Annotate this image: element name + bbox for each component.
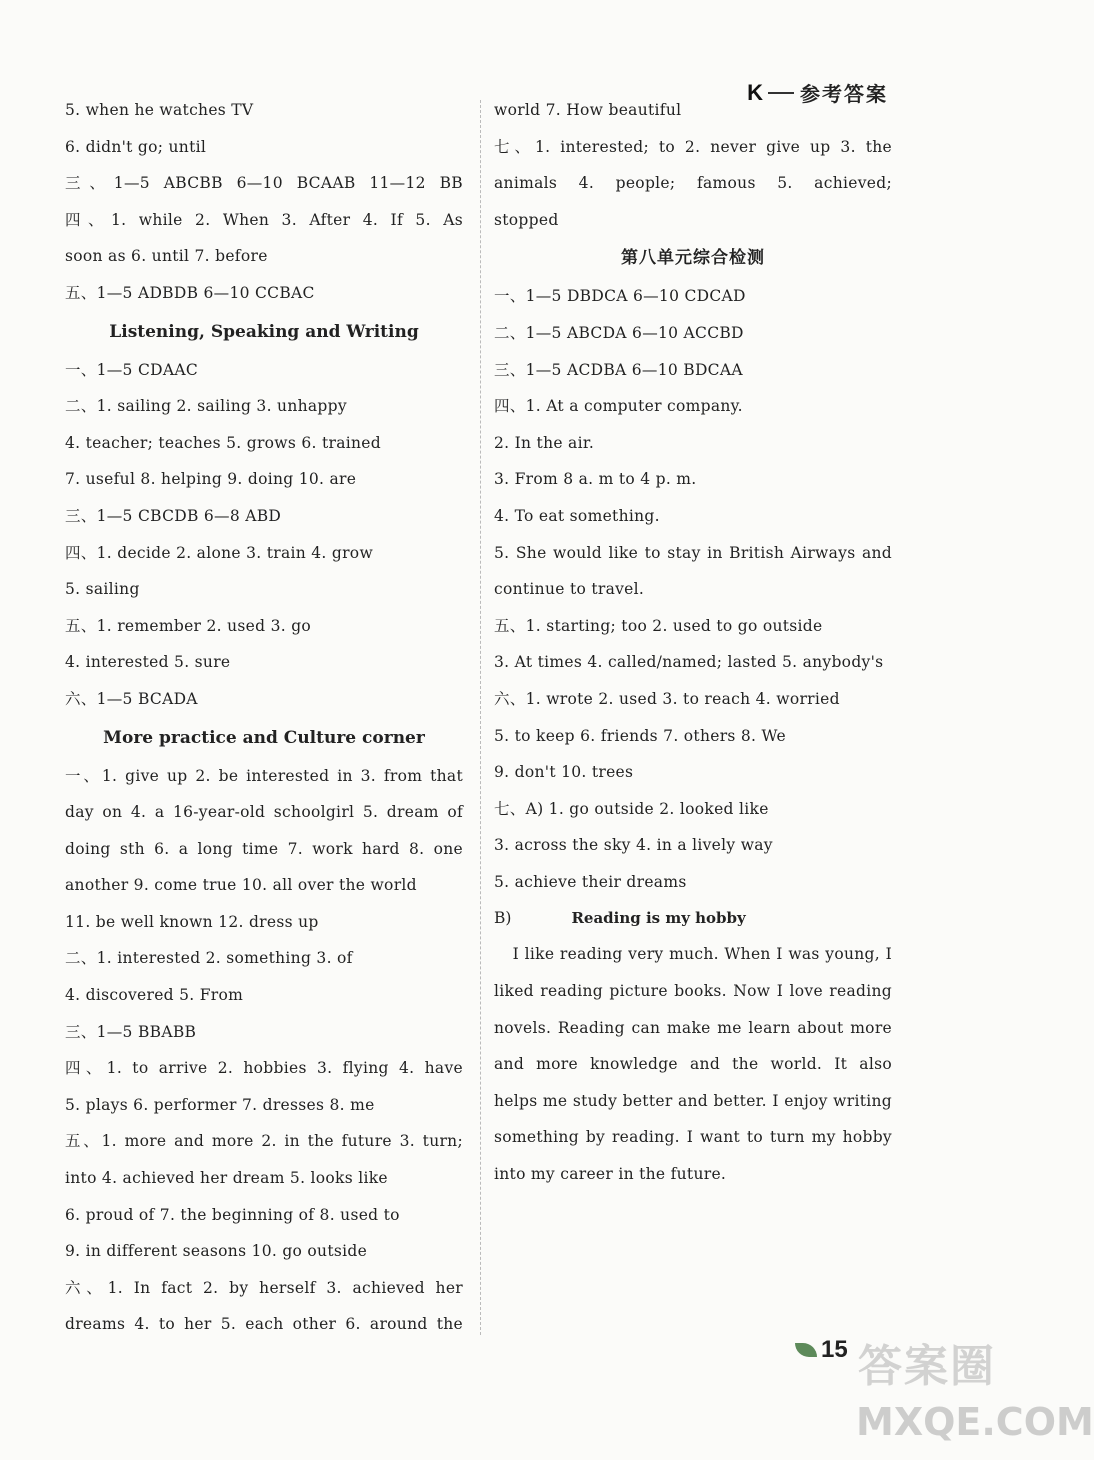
answer-line: 六、1. In fact 2. by herself 3. achieved her [65,1278,463,1297]
answer-line: world 7. How beautiful [494,101,682,119]
answer-line: 二、1. interested 2. something 3. of [65,949,353,968]
answer-line: day on 4. a 16-year-old schoolgirl 5. dream of [65,803,463,822]
answer-line: 五、1. starting; too 2. used to go outside [494,616,823,635]
answer-line: doing sth 6. a long time 7. work hard 8. one [65,839,463,858]
answer-line: 三、1—5 CBCDB 6—8 ABD [65,506,282,525]
answer-line: 二、1—5 ABCDA 6—10 ACCBD [494,323,744,342]
answer-line: 一、1—5 CDAAC [65,360,198,379]
answer-line: 9. in different seasons 10. go outside [65,1242,368,1261]
answer-line: 5. achieve their dreams [494,872,687,891]
answer-line: 三、1—5 ACDBA 6—10 BDCAA [494,360,743,379]
answer-line: 2. In the air. [494,433,595,452]
page-number [795,1336,848,1364]
essay-title: Reading is my hobby [571,909,746,928]
answer-line: 5. sailing [65,580,140,599]
answer-line: 5. She would like to stay in British Airways and [494,543,892,562]
answer-line: 五、1—5 ADBDB 6—10 CCBAC [65,283,315,302]
answer-line: 4. discovered 5. From [65,986,244,1005]
answer-line: 七、A) 1. go outside 2. looked like [494,799,769,818]
answer-line: 一、1—5 DBDCA 6—10 CDCAD [494,287,746,306]
essay-heading [494,900,892,936]
answer-line: 四、1. to arrive 2. hobbies 3. flying 4. have [65,1059,463,1078]
answer-line: 4. interested 5. sure [65,653,231,672]
answer-line: 四、1. decide 2. alone 3. train 4. grow [65,543,374,562]
answer-line: another 9. come true 10. all over the world [65,876,417,895]
page-number-text: 15 [821,1336,848,1363]
brand-logo: K [747,79,762,105]
answer-line: 3. From 8 a. m to 4 p. m. [494,470,697,489]
section-heading-more-practice: More practice and Culture corner [103,727,425,748]
answer-line: 9. don't 10. trees [494,763,634,782]
column-divider [480,100,481,1335]
answer-line: 5. to keep 6. friends 7. others 8. We [494,726,786,745]
right-column [494,92,892,1193]
answer-line: 7. useful 8. helping 9. doing 10. are [65,470,357,489]
answer-line: continue to travel. [494,580,645,599]
essay-text: I like reading very much. When I was young, I liked reading picture books. Now I love reading novels. Reading can make me learn about more and more knowledge and the world. It also helps me study better and better. I enjoy writing something by reading. I want to turn my hobby into my career in the future. [494,945,892,1184]
answer-line: stopped [494,210,559,229]
answer-line: 七、1. interested; to 2. never give up 3. the [494,137,892,156]
answer-line: 6. didn't go; until [65,137,207,156]
left-column [65,92,463,1343]
watermark-url: MXQE.COM [856,1400,1094,1444]
answer-line: 五、1. more and more 2. in the future 3. turn; [65,1132,463,1151]
answer-line: 二、1. sailing 2. sailing 3. unhappy [65,397,347,416]
section-heading-listening: Listening, Speaking and Writing [109,321,419,342]
answer-line: 五、1. remember 2. used 3. go [65,616,312,635]
answer-line: 六、1—5 BCADA [65,689,198,708]
answer-line: 11. be well known 12. dress up [65,912,319,931]
answer-line: dreams 4. to her 5. each other 6. around the [65,1315,463,1334]
answer-line: 四、1. At a computer company. [494,397,743,416]
answer-line: 5. plays 6. performer 7. dresses 8. me [65,1095,375,1114]
answer-line: 4. teacher; teaches 5. grows 6. trained [65,433,381,452]
answer-line: 四、1. while 2. When 3. After 4. If 5. As [65,210,463,229]
section-heading-unit8: 第八单元综合检测 [621,248,765,269]
answer-line: into 4. achieved her dream 5. looks like [65,1169,388,1188]
answer-line: animals 4. people; famous 5. achieved; [494,174,892,193]
answer-line: 三、1—5 ABCBB 6—10 BCAAB 11—12 BB [65,174,463,193]
leaf-icon [795,1343,817,1357]
answer-line: 5. when he watches TV [65,101,254,119]
answer-line: 4. To eat something. [494,506,660,525]
essay-label: B) [494,909,512,928]
answer-line: 六、1. wrote 2. used 3. to reach 4. worried [494,689,840,708]
answer-line: 3. At times 4. called/named; lasted 5. anybody's [494,653,884,672]
header-title: 参考答案 [800,82,888,106]
watermark-logo: 答案圈 [858,1341,996,1392]
answer-line: 6. proud of 7. the beginning of 8. used to [65,1205,400,1224]
answer-line: 3. across the sky 4. in a lively way [494,836,773,855]
answer-line: 三、1—5 BBABB [65,1022,197,1041]
answer-line: soon as 6. until 7. before [65,247,268,266]
answer-line: 一、1. give up 2. be interested in 3. from that [65,766,463,785]
